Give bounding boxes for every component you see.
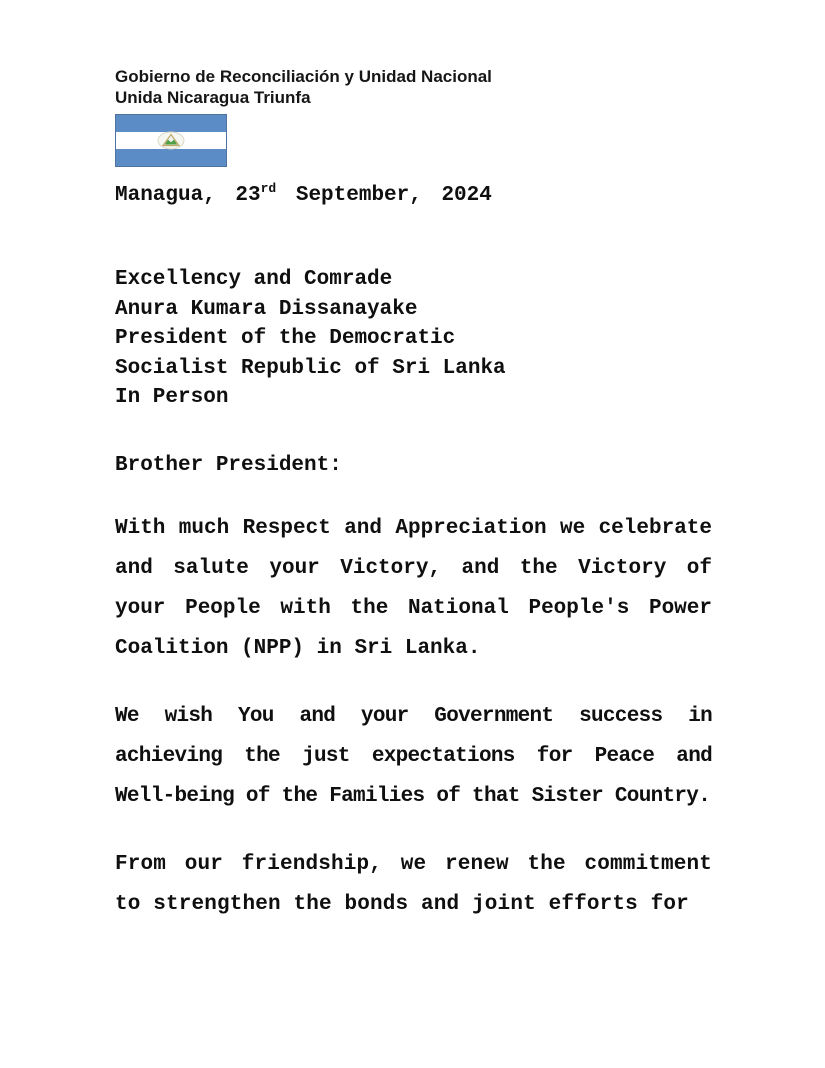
dateline xyxy=(115,181,492,211)
dateline-ordinal-suffix: rd xyxy=(260,181,277,196)
recipient-name: Anura Kumara Dissanayake xyxy=(115,297,418,321)
letter-body xyxy=(115,509,712,953)
nicaragua-flag-icon xyxy=(115,114,227,167)
dateline-month-year: September, 2024 xyxy=(276,184,492,207)
recipient-title-line-1: President of the Democratic xyxy=(115,327,456,350)
body-paragraph-3: From our friendship, we renew the commitment to strengthen the bonds and joint efforts for xyxy=(115,853,712,916)
recipient-honorific: Excellency and Comrade xyxy=(115,268,393,291)
government-motto: Unida Nicaragua Triunfa xyxy=(115,88,311,107)
recipient-block xyxy=(115,265,506,413)
salutation: Brother President: xyxy=(115,454,342,477)
dateline-city-day: Managua, 23 xyxy=(115,184,261,207)
flag-stripe-bottom xyxy=(115,149,227,167)
government-name: Gobierno de Reconciliación y Unidad Nacional xyxy=(115,67,492,86)
body-paragraph-1: With much Respect and Appreciation we celebrate and salute your Victory, and the Victory of your People with the National People's Power Coalition (NPP) in Sri Lanka. xyxy=(115,517,712,660)
body-paragraph-2: We wish You and your Government success in achieving the just expectations for Peace and Well-being of the Families of that Sister Country. xyxy=(115,705,712,808)
flag-coat-of-arms-icon xyxy=(158,132,184,149)
recipient-title-line-2: Socialist Republic of Sri Lanka xyxy=(115,356,506,380)
recipient-delivery-method: In Person xyxy=(115,386,229,409)
letterhead xyxy=(115,66,492,167)
flag-stripe-top xyxy=(115,114,227,132)
